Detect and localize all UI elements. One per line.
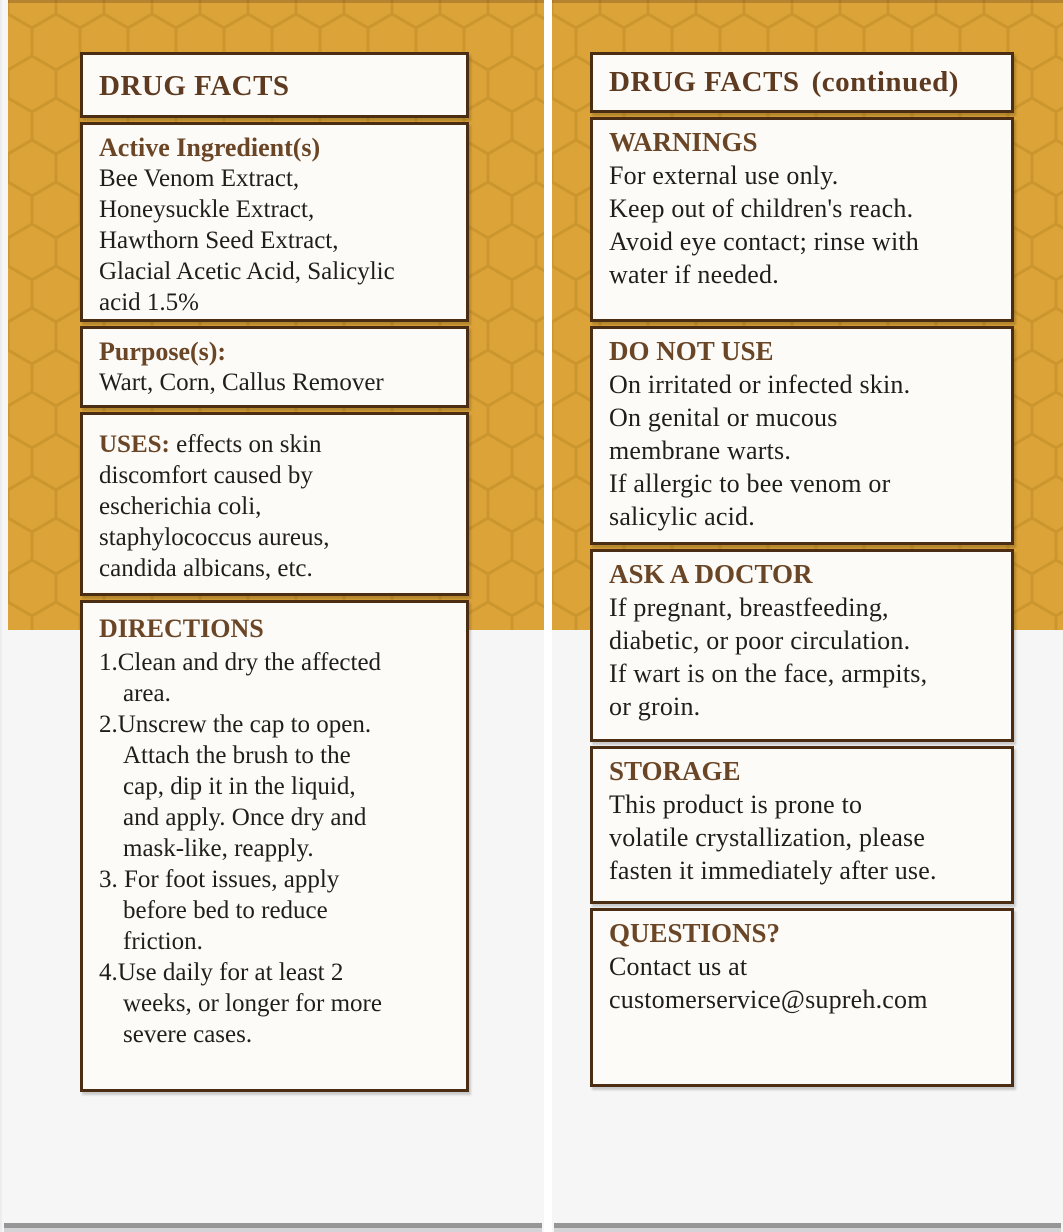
text-line: friction. (123, 928, 203, 955)
section-body (609, 591, 999, 723)
text-line: Wart, Corn, Callus Remover (99, 369, 384, 396)
section-heading: WARNINGS (609, 127, 758, 157)
text-line: acid 1.5% (99, 289, 199, 316)
text-line: Attach the brush to the (123, 742, 351, 769)
section-warnings (590, 117, 1014, 322)
card-bottom-edge-light (4, 1228, 542, 1232)
drug-facts-panel (80, 52, 469, 1096)
section-storage (590, 746, 1014, 904)
section-body (609, 950, 999, 1016)
section-heading: STORAGE (609, 756, 741, 786)
text-line: area. (123, 680, 171, 707)
text-line: before bed to reduce (123, 897, 328, 924)
text-line: staphylococcus aureus, (99, 524, 330, 551)
text-line: 1.Clean and dry the affected (99, 649, 382, 676)
panel-title: DRUG FACTS (609, 66, 800, 98)
text-line: cap, dip it in the liquid, (123, 773, 356, 800)
directions-item (99, 647, 454, 709)
text-line: fasten it immediately after use. (609, 856, 937, 885)
section-heading: Purpose(s): (99, 337, 227, 366)
section-purpose (80, 326, 469, 408)
drug-facts-continued-header (590, 52, 1014, 113)
text-line: Contact us at (609, 952, 748, 981)
card-bottom-edge (4, 1223, 542, 1228)
directions-item (99, 864, 454, 957)
drug-facts-continued-panel (590, 52, 1014, 1091)
text-line: candida albicans, etc. (99, 555, 313, 582)
label-card-right (552, 0, 1063, 1232)
text-line: diabetic, or poor circulation. (609, 626, 911, 655)
text-line: discomfort caused by (99, 462, 313, 489)
uses-first-line (99, 429, 454, 460)
text-line: water if needed. (609, 260, 779, 289)
section-heading: QUESTIONS? (609, 918, 781, 948)
directions-item (99, 709, 454, 864)
text-line: escherichia coli, (99, 493, 262, 520)
section-heading: ASK A DOCTOR (609, 559, 813, 589)
text-line: Avoid eye contact; rinse with (609, 227, 920, 256)
section-ask-a-doctor (590, 549, 1014, 742)
panel-title: DRUG FACTS (99, 70, 290, 102)
section-heading: Active Ingredient(s) (99, 133, 321, 162)
text-line: volatile crystallization, please (609, 823, 926, 852)
text-line: 4.Use daily for at least 2 (99, 959, 344, 986)
band-top-shade (8, 0, 544, 3)
uses-intro: effects on skin (176, 431, 322, 458)
text-line: For external use only. (609, 161, 839, 190)
text-line: customerservice@supreh.com (609, 985, 928, 1014)
text-line: This product is prone to (609, 790, 863, 819)
section-body (99, 163, 454, 318)
text-line: membrane warts. (609, 436, 792, 465)
text-line: Bee Venom Extract, (99, 165, 300, 192)
directions-item (99, 957, 454, 1050)
panel-title-suffix: (continued) (811, 66, 959, 98)
text-line: Honeysuckle Extract, (99, 196, 315, 223)
text-line: salicylic acid. (609, 502, 755, 531)
card-bottom-edge-light (554, 1228, 1061, 1232)
section-body (609, 788, 999, 887)
section-heading: DIRECTIONS (99, 614, 264, 643)
text-line: Keep out of children's reach. (609, 194, 914, 223)
section-body (609, 368, 999, 533)
section-heading: DO NOT USE (609, 336, 774, 366)
section-questions (590, 908, 1014, 1087)
text-line: If pregnant, breastfeeding, (609, 593, 889, 622)
text-line: Glacial Acetic Acid, Salicylic (99, 258, 395, 285)
text-line: Hawthorn Seed Extract, (99, 227, 339, 254)
section-active-ingredients (80, 122, 469, 322)
section-body (99, 367, 454, 398)
drug-facts-header (80, 52, 469, 118)
section-body (99, 460, 454, 584)
text-line: If allergic to bee venom or (609, 469, 891, 498)
text-line: 2.Unscrew the cap to open. (99, 711, 372, 738)
uses-label: USES: (99, 431, 170, 458)
text-line: 3. For foot issues, apply (99, 866, 340, 893)
band-top-shade (552, 0, 1063, 3)
text-line: If wart is on the face, armpits, (609, 659, 928, 688)
text-line: On genital or mucous (609, 403, 838, 432)
section-do-not-use (590, 326, 1014, 545)
directions-list (99, 647, 454, 1050)
section-uses (80, 412, 469, 596)
text-line: and apply. Once dry and (123, 804, 367, 831)
text-line: or groin. (609, 692, 701, 721)
text-line: On irritated or infected skin. (609, 370, 911, 399)
text-line: weeks, or longer for more (123, 990, 382, 1017)
section-directions (80, 600, 469, 1092)
text-line: severe cases. (123, 1021, 253, 1048)
text-line: mask-like, reapply. (123, 835, 314, 862)
card-bottom-edge (554, 1223, 1061, 1228)
section-body (609, 159, 999, 291)
